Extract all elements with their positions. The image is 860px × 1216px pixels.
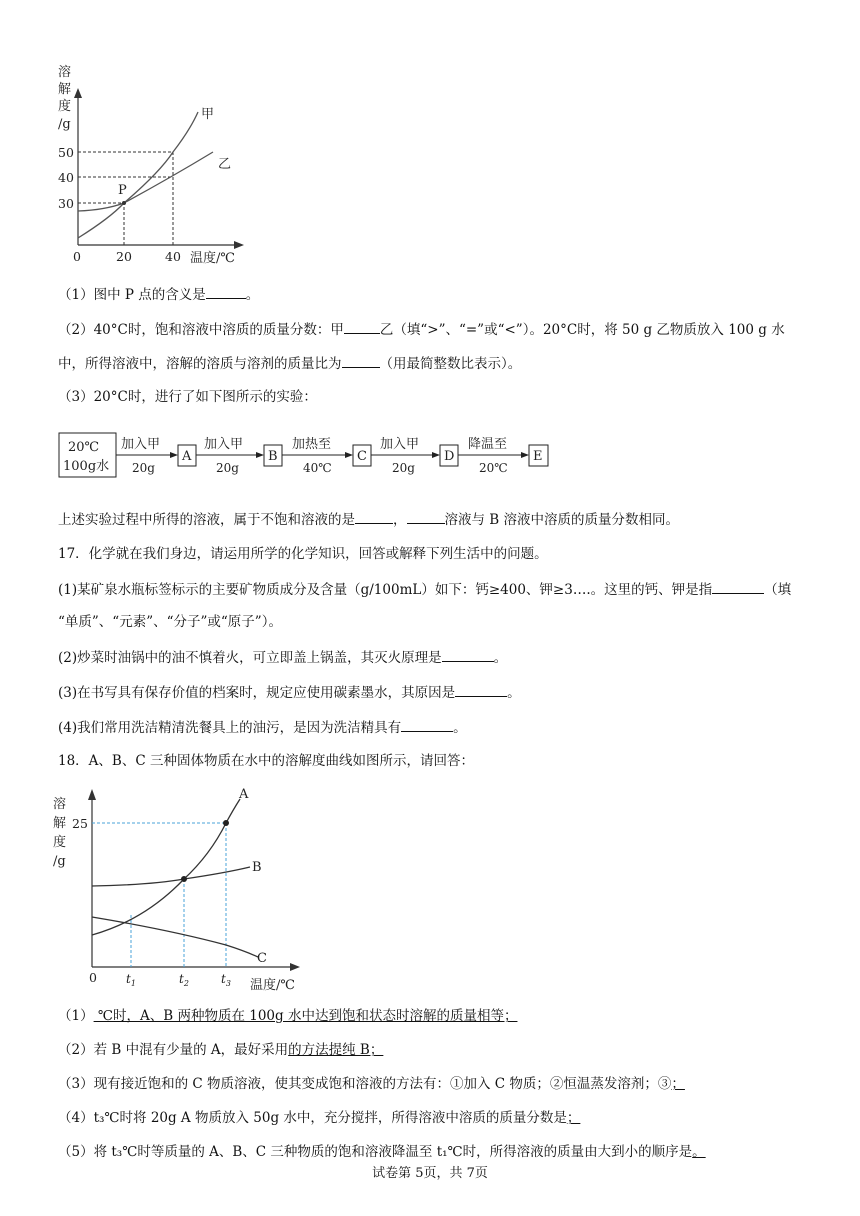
q17-s1-text-c: “单质”、“元素”、“分子”或“原子”）。	[58, 614, 282, 630]
chart1-curve-yi	[78, 152, 213, 211]
chart1-xlabel: 温度/℃	[190, 251, 235, 266]
flow-step4-top: 加入甲	[380, 437, 420, 452]
flow-step1-bottom: 20g	[132, 461, 155, 475]
flow-step3-bottom: 40℃	[303, 461, 332, 475]
flow-node-c-label: C	[357, 449, 367, 464]
chart1-curve-jia	[78, 112, 198, 238]
flow-step2-top: 加入甲	[204, 437, 244, 452]
q17-s3-text: (3)在书写具有保存价值的档案时，规定应使用碳素墨水，其原因是	[58, 685, 456, 701]
chart2-xtick-t3: $t_3$	[221, 972, 231, 988]
chart1-series-yi: 乙	[218, 157, 232, 172]
q16-part2-text-d: （用最简整数比表示）。	[379, 356, 522, 372]
q16-part1-text: （1）图中 P 点的含义是	[58, 287, 206, 303]
page-footer-text: 试卷第 5页，共 7页	[372, 1166, 488, 1181]
chart1-ytick-30: 30	[58, 196, 74, 211]
q17-s1-text-b: （填	[764, 582, 792, 598]
chart1-ytick-40: 40	[58, 170, 74, 185]
flow-arrowhead-4	[432, 452, 440, 458]
chart1-y-arrow	[74, 88, 82, 98]
chart1-series-jia: 甲	[201, 107, 215, 122]
flow-start-line2: 100g水	[63, 459, 110, 474]
chart2-x-arrow	[290, 963, 300, 971]
q17-title	[58, 545, 548, 563]
q17-s2-text: (2)炒菜时油锅中的油不慎着火，可立即盖上锅盖，其灭火原理是	[58, 650, 442, 666]
q17-s4	[58, 718, 467, 737]
chart1-ylabel-1: 溶	[58, 65, 72, 80]
flow-arrowhead-2	[256, 452, 264, 458]
chart2-point-intersect	[181, 876, 187, 882]
q17-s4-blank[interactable]	[401, 718, 453, 732]
q18-a3-answer: ；	[671, 1076, 685, 1092]
chart2-series-b: B	[252, 860, 262, 875]
q18-a2-answer: 的方法提纯 B；	[288, 1042, 384, 1058]
q18-a5-pre: （5）将 t₃℃时等质量的 A、B、C 三种物质的饱和溶液降温至 t₁℃时，所得溶液的质量由大到小的顺序是	[58, 1144, 693, 1160]
flow-node-a-label: A	[182, 449, 192, 464]
flow-arrowhead-1	[170, 452, 178, 458]
q18-a3	[58, 1075, 685, 1093]
q17-s1-line2	[58, 613, 282, 631]
q17-s1-text-a: (1)某矿泉水瓶标签标示的主要矿物质成分及含量（g/100mL）如下：钙≥400、钾≥3….。这里的钙、钾是指	[58, 582, 713, 598]
chart1-xtick-20: 20	[116, 249, 132, 264]
q17-title-text: 17．化学就在我们身边，请运用所学的化学知识，回答或解释下列生活中的问题。	[58, 546, 548, 562]
chart1-ytick-50: 50	[58, 145, 74, 160]
chart2-point-a-t3	[223, 820, 229, 826]
experiment-flow-diagram	[58, 428, 558, 488]
q16-part3-text: （3）20°C时，进行了如下图所示的实验：	[58, 389, 317, 405]
chart2-ytick-25: 25	[72, 816, 88, 831]
q18-title-text: 18．A、B、C 三种固体物质在水中的溶解度曲线如图所示，请回答：	[58, 753, 474, 769]
q16-part1-blank[interactable]	[206, 285, 246, 299]
flow-start-line1: 20℃	[68, 440, 100, 455]
q18-title	[58, 752, 474, 770]
q17-s3	[58, 683, 521, 702]
q16-part2-blank-2[interactable]	[342, 354, 380, 368]
q16-part2-blank-1[interactable]	[344, 320, 380, 334]
chart2-xlabel: 温度/℃	[250, 978, 295, 993]
q16-part2-text-a: （2）40°C时，饱和溶液中溶质的质量分数：甲	[58, 322, 344, 338]
chart2-ylabel-4: /g	[53, 854, 66, 869]
flow-arrowhead-3	[345, 452, 353, 458]
chart1-point-label: P	[118, 183, 127, 198]
q16-part3-answer-c: 溶液与 B 溶液中溶质的质量分数相同。	[444, 512, 680, 528]
chart1-ylabel-3: 度	[58, 99, 72, 114]
chart1-guide-50	[78, 152, 173, 245]
q16-part3	[58, 388, 317, 406]
q17-s1-line1	[58, 580, 791, 599]
flow-step2-bottom: 20g	[216, 461, 239, 475]
chart2-xtick-0: 0	[89, 970, 97, 985]
flow-step4-bottom: 20g	[392, 461, 415, 475]
q18-a5	[58, 1143, 706, 1161]
q18-a5-answer: 。	[692, 1144, 706, 1160]
q16-part3-answer-a: 上述实验过程中所得的溶液，属于不饱和溶液的是	[58, 512, 355, 528]
q18-a4-answer: ；	[566, 1110, 581, 1126]
chart1-ylabel-4: /g	[58, 117, 71, 132]
flow-node-b-label: B	[268, 449, 278, 464]
q18-a1-answer: ℃时，A、B 两种物质在 100g 水中达到饱和状态时溶解的质量相等；	[93, 1008, 518, 1024]
q17-s3-end: 。	[507, 685, 521, 701]
q18-a2	[58, 1041, 383, 1059]
q16-part3-blank-1[interactable]	[355, 510, 393, 524]
chart2-curve-c	[92, 917, 258, 957]
q18-a3-pre: （3）现有接近饱和的 C 物质溶液，使其变成饱和溶液的方法有：①加入 C 物质；②恒温蒸发溶剂；③	[58, 1076, 672, 1092]
q16-part2-line1	[58, 320, 785, 339]
chart2-xtick-t1: $t_1$	[126, 972, 136, 988]
q17-s3-blank[interactable]	[455, 683, 507, 697]
q17-s2	[58, 648, 507, 667]
q18-a1-pre: （1）	[58, 1008, 94, 1024]
chart1-xtick-0: 0	[73, 249, 81, 264]
chart2-xtick-t2: $t_2$	[179, 972, 189, 988]
flow-step3-top: 加热至	[292, 437, 332, 452]
q17-s2-blank[interactable]	[442, 648, 494, 662]
q18-a1	[58, 1007, 517, 1025]
q16-part2-line2	[58, 354, 521, 373]
chart2-curve-a	[92, 799, 240, 935]
chart1-x-arrow	[234, 241, 244, 249]
chart2-series-a: A	[239, 787, 249, 802]
solubility-chart-2	[50, 785, 320, 1000]
q17-s4-end: 。	[453, 720, 467, 736]
flow-step5-bottom: 20℃	[479, 461, 508, 475]
flow-arrowhead-5	[521, 452, 529, 458]
chart1-xtick-40: 40	[165, 249, 181, 264]
q17-s4-text: (4)我们常用洗洁精清洗餐具上的油污，是因为洗洁精具有	[58, 720, 402, 736]
q17-s1-blank[interactable]	[712, 580, 764, 594]
page-footer	[0, 1165, 860, 1183]
q16-part3-answer	[58, 510, 679, 529]
flow-step1-top: 加入甲	[121, 437, 161, 452]
q16-part3-blank-2[interactable]	[407, 510, 445, 524]
q17-s2-end: 。	[493, 650, 508, 666]
q18-a2-pre: （2）若 B 中混有少量的 A，最好采用	[58, 1042, 289, 1058]
flow-step5-top: 降温至	[468, 437, 508, 452]
flow-node-d-label: D	[444, 449, 455, 464]
q16-part1-end: 。	[245, 287, 260, 303]
q16-part3-answer-b: ，	[393, 512, 407, 528]
q16-part2-text-c: 中，所得溶液中，溶解的溶质与溶剂的质量比为	[58, 356, 342, 372]
chart2-ylabel-1: 溶	[53, 797, 67, 812]
chart2-series-c: C	[257, 951, 267, 966]
chart2-y-arrow	[88, 789, 96, 800]
q16-part1	[58, 285, 259, 304]
q16-part2-text-b: 乙（填“>”、“=”或“<”）。20°C时，将 50 g 乙物质放入 100 g 水	[379, 322, 785, 338]
flow-node-e-label: E	[533, 449, 543, 464]
q18-a4-pre: （4）t₃℃时将 20g A 物质放入 50g 水中，充分搅拌，所得溶液中溶质的质量分数是	[58, 1110, 567, 1126]
chart1-point-p	[122, 201, 126, 205]
chart2-ylabel-2: 解	[53, 816, 67, 831]
chart1-ylabel-2: 解	[58, 82, 72, 97]
q18-a4	[58, 1109, 580, 1127]
solubility-chart-1	[50, 60, 310, 265]
chart2-ylabel-3: 度	[53, 835, 67, 850]
